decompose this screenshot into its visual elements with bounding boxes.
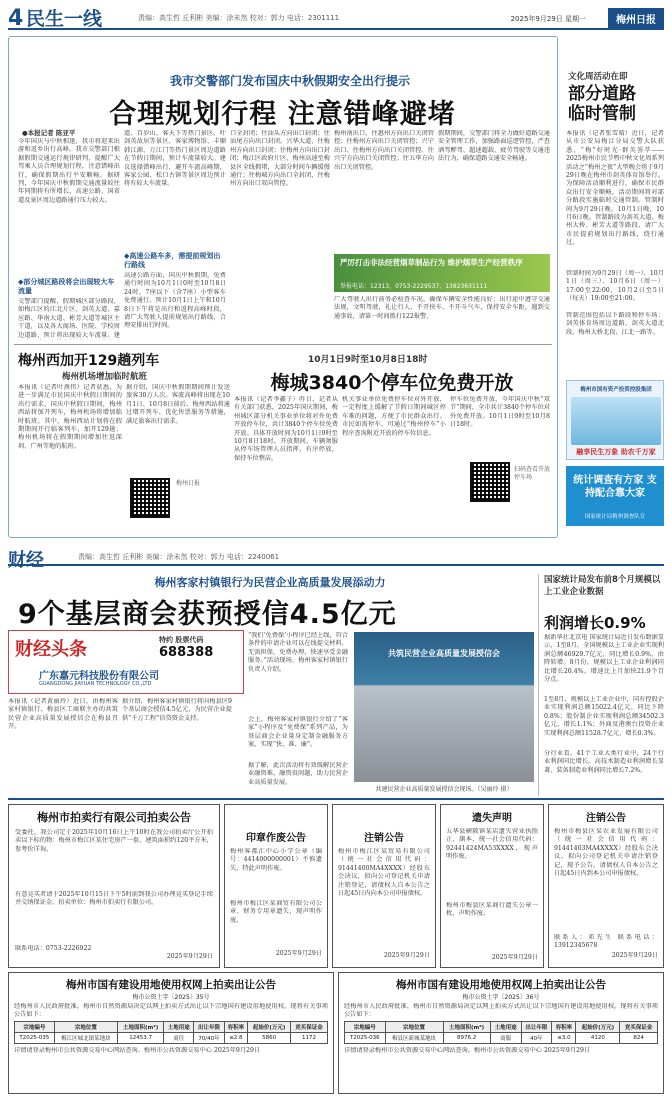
event-photo [354,632,534,782]
land-table-cell: ≤3.0 [552,1033,576,1044]
lead-headline: 合理规划行程 注意错峰避堵 [109,99,456,130]
lead-subhead-2: ◆高速公路车多，需提前规划出行路线 [124,252,221,269]
land-table-1 [14,1021,328,1044]
stock-code: 688388 [159,645,214,660]
land-table-2 [344,1021,658,1044]
land-table-cell: 70/40年 [194,1033,224,1044]
land-table-header: 宗地编号 [15,1022,55,1033]
photo-caption: 共建民营企业高质量发展授信会现场。（吴丽玲 摄） [375,786,513,793]
park-kicker: 10月1日9时至10月8日18时 [308,355,428,365]
finance-body-1: 本报讯（记者黄丽玲）近日，由梅州客家村镇银行、梅县区工商联主办的共筑民营企业高质量发展授信会在梅县召开。 [8,698,118,731]
deregister-2-title: 注销公告 [586,813,626,824]
finance-headline: 9个基层商会获预授信4.5亿元 [18,599,397,630]
finance-body-4: “我们‘免费保’小程序已经上线，符合条件的申请企业可以在线提交材料，无需担保、免费办理，快速享受金融服务。”活动现场，梅州客家村镇银行负责人介绍。 [248,632,348,673]
culture-body: 本报讯（记者张雪晴）近日，记者从市公安局梅江分局交警大队获悉，“梅”好时光·群英荟萃——2025梅州市民节暨中秋文化周系列活动之“梅州之夜”大型晚会将于9月29日晚在梅州市剑英体育馆举行。为保障活动顺利进行，确保市民群众出行安全顺畅，活动期间将对部分路段实施临时交通管制。管制时间为9月29日晚，10月1日晚，10月6日晚。管制路段为剑英大道、梅州大桥、彬芳大道等路段，请广大市民提前规划出行路线，绕行通过。 [566,130,664,247]
land-table-cell: T2025-036 [345,1033,386,1044]
land-table-cell: 梅县区新城某地块 [385,1033,443,1044]
advert-image [571,397,661,445]
stats-kicker: 国家统计局发布前8个月规模以上工业企业数据 [544,575,661,597]
land-table-header: 宗地位置 [54,1022,117,1033]
seal-void-title: 印章作废公告 [246,833,306,844]
section-header [8,8,664,30]
land-table-cell: 4120 [576,1033,620,1044]
land-table-header: 容积率 [224,1022,248,1033]
auction-date: 2025年9月29日 [166,953,213,961]
culture-kicker: 文化周活动在即 [568,72,628,82]
finance-body-5: 据了解，此次活动将有效缓解民营企业融资难、融资贵问题，助力民营企业高质量发展。 [248,762,348,786]
stats-banner-sub: 国家统计局梅州调查队宣 [584,514,646,520]
land-table-cell: 5860 [248,1033,291,1044]
table-row [15,1033,328,1044]
west-body: 本报讯（记者叶燕伟）记者获悉，为进一步满足市民国庆中秋假日期间的出行需求，国庆中秋假日期间，梅州西站将加开列车，梅州机场将增加临时航班。其中，梅州西站计划将在假期期间开行临客列车，加开129趟；梅州机场将在假期期间增加往返深圳、广州等地的航班。 [18,384,122,450]
park-body: 本报讯（记者李鑫子）昨日，记者从有关部门获悉，2025年国庆期间，梅州城区部分机关事业单位将对外免费开放停车位，共计3840个停车位免费开放。具体开放时间为10月1日9时至10月8日18时。开放期间，车辆须服从停车场管理人员指挥，有序停放，保持车位整洁。 [234,396,338,462]
deregister-1-body: 梅州市梅江区某贸易有限公司（统一社会信用代码：91441400MA4XXXX）经股东会决议，拟向公司登记机关申请注销登记，请债权人自本公告之日起45日内向本公司申报债权。 [338,848,430,898]
west-body-2: 据介绍，国庆中秋假期期间预计发送旅客30万人次。客流高峰将出现在10月1日、10月8日前后。梅州西站将通过增开列车、优化售票服务等措施，满足旅客出行需求。 [126,384,230,425]
west-subhead: 梅州机场增加临时航班 [62,372,148,382]
finance-meta: 责编：高生哲 丘利彬 美编：涂未然 校对：郭力 电话：2240061 [78,553,280,561]
deregister-notice-1 [332,804,436,968]
column-divider [538,574,539,796]
land-auction-notice-2 [338,972,664,1094]
land-table-header: 竞买保证金 [291,1022,328,1033]
culture-body-3: 管制范围包括以下路段和停车场：剑英体育场周边道路、剑英大道北段、梅州大桥北段、江北一路等。 [566,312,664,336]
advert-box [566,380,664,460]
deregister-notice-2 [548,804,664,968]
land-table-cell: 梅江区城北镇某地块 [54,1033,117,1044]
lead-body-1: 今年国庆与中秋相逢，我市将迎来出游和返乡出行高峰。我市交警部门根据假期交通运行规律研判，提醒广大驾乘人员合理规划行程，注意错峰出行，确保假期出行平安顺畅。据研判，今年国庆中秋假期交通流量较往年同期将有所增长，高速公路、国省道及景区周边道路通行压力较大。 [18,138,120,204]
land-1-sub: 梅市公资土字〔2025〕35号 [132,994,210,1001]
company-ad [8,630,244,694]
land-table-header: 宗地位置 [385,1022,443,1033]
auction-body-2: 有意竞买者请于2025年10月15日下午5时前到我公司办理竞买登记手续并交纳保证金。拍卖单位：梅州市拍卖行有限公司。 [15,891,213,907]
land-table-cell: 824 [620,1033,658,1044]
seal-void-date: 2025年9月29日 [275,950,322,957]
deregister-2-date: 2025年9月29日 [611,952,658,959]
finance-header [8,546,664,571]
lead-body-8: 广大驾驶人出行前务必检查车况，确保车辆安全性能良好；出行途中遵守交通法规，文明驾驶，礼让行人，不开快车、不开斗气车，保持安全车距。遇到交通事故，请第一时间拨打122报警。 [334,296,550,320]
lead-kicker: 我市交警部门发布国庆中秋假期安全出行提示 [169,74,410,88]
notices-divider [8,798,664,800]
land-table-header: 土地面积(m²) [118,1022,164,1033]
tobacco-banner-quote: 严厉打击非法经营烟草制品行为 维护烟草生产经营秩序 [340,258,523,267]
deregister-1-date: 2025年9月29日 [383,952,430,959]
park-qr-code[interactable] [470,462,510,502]
lead-body-2: 交警部门提醒，假期城区部分路段，如梅江区的江北片区、剑英大道、嘉应路、华南大道、彬芳大道等城区主干道，以及各大商场、医院、学校周边道路，预计将出现较大车流量。建 [18,298,120,339]
lead-byline: ●本报记者 陈亚平 [22,129,76,137]
land-table-header: 土地面积(m²) [443,1022,490,1033]
land-2-footer: 详情请登录梅州市公共资源交易中心网站查询。梅州市公共资源交易中心 2025年9月29日 [344,1047,591,1054]
section-title: 民生一线 [26,8,103,30]
land-1-title: 梅州市国有建设用地使用权网上拍卖出让公告 [66,979,276,991]
land-table-cell: 1172 [291,1033,328,1044]
lead-body-4: 高速公路方面，国庆中秋假期，免费通行时间为10月1日0时至10月8日24时，7座以下（含7座）小型客车免费通行。预计10月1日上午和10月8日下午将是出行和返程高峰时段，请广大驾驶人提前规划出行路线，合理安排出行时间。 [124,272,226,330]
stats-body-3: 分行业看，41个工业大类行业中，24个行业利润同比增长。高技术制造业利润增长显著，装备制造业利润同比增长7.2%。 [544,750,664,774]
land-2-title: 梅州市国有建设用地使用权网上拍卖出让公告 [396,979,606,991]
deregister-2-body: 梅州市梅县区某农业发展有限公司（统一社会信用代码：91441403MA4XXXX）经股东会决议，拟向公司登记机关申请注销登记，现予公告。请债权人自本公告之日起45日内到本公司申报债权。 [554,828,658,878]
finance-body-3: 会上，梅州客家村镇银行介绍了“客家”小程序及“免费保”系列产品，为基层商会企业量身定制金融服务方案，实现“快、准、廉”。 [248,716,348,749]
page-number: 4 [8,6,24,31]
stats-headline: 利润增长0.9% [544,614,646,632]
auction-body: 受委托，我公司定于2025年10月16日上午10时在我公司拍卖厅公开拍卖以下标的物：梅州市梅江区某住宅房产一套，建筑面积约120平方米，参考价详询。 [15,829,213,853]
deregister-2-contact: 联系人：邓先生 联系电话：13912345678 [554,934,658,950]
land-table-cell: T2025-035 [15,1033,55,1044]
culture-headline-1: 部分道路 [568,84,636,104]
finance-kicker: 梅州客家村镇银行为民营企业高质量发展添动力 [154,576,386,589]
seal-void-notice [224,804,328,968]
table-row [345,1033,658,1044]
auction-title: 梅州市拍卖行有限公司拍卖公告 [37,811,191,824]
lead-body-5: 口全封闭；往汕头方向出口封闭；往汕尾方向出口封闭。兴华大道、往梅州方向出口封闭；往梅州方向出口封闭；梅江区政府片区、梅州高速至梅县区全线拥堵，大部分时间车辆缓慢通行；往梅城方向出口全封闭，往梅州方向出口双向管控。 [230,130,330,188]
lost-body-2: 梅州市梅县区某商行遗失公章一枚，声明作废。 [446,902,538,918]
advert-company: 梅州市国有资产投资控股集团 [580,387,652,393]
park-headline: 梅城3840个停车位免费开放 [270,372,514,394]
land-table-header: 起始价(万元) [576,1022,620,1033]
finance-section-title: 财经 [8,550,44,571]
land-table-cell: 商住 [164,1033,194,1044]
qr-code[interactable] [130,478,170,518]
auction-contact: 联系电话：0753-2226922 [15,945,92,952]
land-2-sub: 梅市公资土字〔2025〕36号 [462,994,540,1001]
masthead-logo: 梅州日报 [608,8,664,28]
west-body-3: 停车位免费开放，今年国庆中秋“双节”期间，全市共计3840个停车位对外免费开放。10月1日9时至10月8日18时。 [450,396,550,429]
land-table-cell: 商服 [490,1033,521,1044]
land-auction-notice-1 [8,972,334,1094]
lead-body-3: 道、百岁山、客天下等热门景区、叶剑英故居等景区，客家博物馆、丰顺韩江源、万江门等热门景区周边道路在节假日期间，预计车流量较大。建议选择错峰出行，避开车流高峰期，客家公园、松口古镇等景区周边预计将有较大车流量。 [124,130,226,188]
editor-meta: 责编：高生哲 丘利彬 美编：涂未然 校对：郭力 电话：2301111 [138,14,340,22]
tobacco-hotline: 举报电话：12313，0753-2229537、13823631111 [340,283,488,290]
land-table-cell: 12453.7 [118,1033,164,1044]
land-table-header: 容积率 [552,1022,576,1033]
tobacco-banner [334,254,550,292]
west-headline: 梅州西加开129趟列车 [18,353,160,369]
lost-date: 2025年9月29日 [491,954,538,961]
lost-body: 五华县横陂镇某店遗失营业执照正、副本，统一社会信用代码：92441424MA53XXXX，现声明作废。 [446,828,538,861]
land-table-header: 出让年限 [194,1022,224,1033]
land-table-header: 土地用途 [164,1022,194,1033]
stats-body-2: 1至8月，规模以上工业企业中，国有控股企业实现利润总额15022.4亿元，同比下降0.8%；股份制企业实现利润总额34502.3亿元，增长1.1%；外商及港澳台投资企业实现利润总额11528.7亿元，增长0.3%。 [544,696,664,737]
land-table-cell: ≤2.8 [224,1033,248,1044]
park-body-2: 机关事业单位免费停车位对外开放，一定程度上缓解了节假日期间城区停车难的问题，方便了市民群众出行。市民如需停车，可通过“梅州停车”小程序查询附近开放的停车位信息。 [342,396,446,437]
divider [14,344,552,345]
land-table-header: 宗地编号 [345,1022,386,1033]
advert-slogan: 融享民生万象 助农千万家 [576,448,656,456]
lost-title: 遗失声明 [472,813,512,824]
lead-subhead-1: ◆部分城区路段将会出现较大车流量 [18,278,115,295]
stats-banner [566,466,664,526]
land-table-header: 起始价(万元) [248,1022,291,1033]
stock-label: 特约 股票代码 [159,636,204,644]
lead-body-6: 梅州南出口、往惠州方向出口关闭管控；往梅州方向出口关闭管控；兴宁出口、往梅州方向出口关闭管控、往兴宁方向出口关闭管控；往五华方向出口关闭管控。 [334,130,434,171]
company-name: 广东嘉元科技股份有限公司 [39,671,159,682]
qr-label-1: 梅州日报 [176,480,201,487]
land-2-intro: 经梅州市人民政府批准，梅州市自然资源局决定以网上拍卖方式出让以下宗地国有建设用地使用权。现将有关事项公告如下： [344,1003,658,1019]
company-en: GUANGDONG JIAYUAN TECHNOLOGY CO.,LTD [39,681,152,687]
column-logo: 财经头条 [15,639,87,660]
qr-label-2: 扫码查看开放停车场 [514,466,551,481]
culture-headline-2: 临时管制 [568,104,636,124]
lead-body-7: 假期期间，交警部门将全力做好道路交通安全管理工作，加强路面巡逻管控，严查酒驾醉驾、超速超载、疲劳驾驶等交通违法行为，确保道路交通安全畅通。 [438,130,550,163]
seal-void-body: 梅州客都汇中心小学公章（编号：4414000000001）不慎遗失，特此声明作废。 [230,848,322,872]
land-table-cell: 40年 [521,1033,552,1044]
deregister-1-title: 注销公告 [364,833,404,844]
land-1-footer: 详情请登录梅州市公共资源交易中心网站查询。梅州市公共资源交易中心 2025年9月29日 [14,1047,261,1054]
seal-void-body-2: 梅州市梅江区某商贸有限公司公章、财务专用章遗失，现声明作废。 [230,900,322,924]
finance-body-2: 据介绍，梅州客家村镇银行将向梅县区9个基层商会授信4.5亿元，为民营企业提供“千万工程”信贷资金支持。 [122,698,232,722]
lost-notice [440,804,544,968]
issue-date: 2025年9月29日 星期一 [510,15,586,23]
land-table-header: 出让年限 [521,1022,552,1033]
culture-body-2: 管制时间为9月29日（周一）、10月1日（周三）、10月6日（周一）17:00至22:00，10月2日至5日（每天）19:00至21:00。 [566,270,664,303]
stats-banner-text: 统计调查有方家 支持配合靠大家 [573,475,657,499]
land-table-header: 土地用途 [490,1022,521,1033]
auction-notice [8,804,220,968]
land-table-cell: 8976.2 [443,1033,490,1044]
land-1-intro: 经梅州市人民政府批准，梅州市自然资源局决定以网上拍卖方式出让以下宗地国有建设用地使用权。现将有关事项公告如下： [14,1003,328,1019]
photo-banner: 共筑民营企业高质量发展授信会 [388,649,500,658]
stats-body: 据新华社北京电 国家统计局近日发布数据显示，1至8月，全国规模以上工业企业实现利润总额46929.7亿元，同比增长0.9%，由降转增。8月份，规模以上工业企业利润同比增长20.4%，增速比上月加快21.9个百分点。 [544,634,664,684]
land-table-header: 竞买保证金 [620,1022,658,1033]
